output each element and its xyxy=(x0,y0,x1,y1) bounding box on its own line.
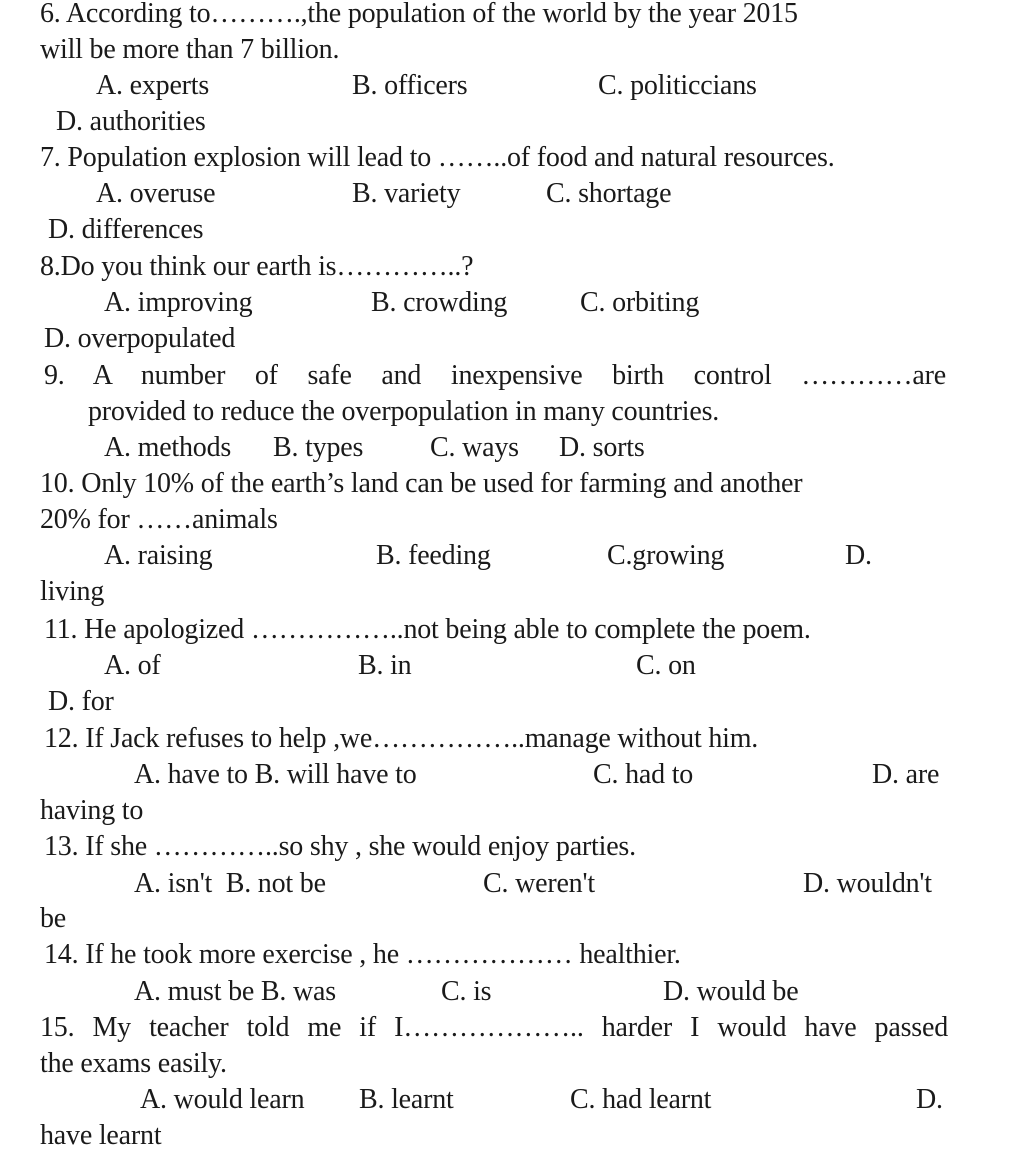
question-15-option-a: A. would learn xyxy=(140,1084,305,1115)
question-12-option-a-b: A. have to B. will have to xyxy=(134,759,417,790)
question-8-option-d: D. overpopulated xyxy=(44,323,236,354)
question-10-option-a: A. raising xyxy=(104,540,213,571)
question-9-option-b: B. types xyxy=(273,432,364,463)
question-9-stem-line-2: provided to reduce the overpopulation in many countries. xyxy=(88,396,720,427)
question-6-stem-line-1: 6. According to……….,the population of the world by the year 2015 xyxy=(40,0,798,29)
question-11-option-b: B. in xyxy=(358,650,412,681)
question-9-stem-line-1: 9. A number of safe and inexpensive birth control …………are xyxy=(44,360,946,391)
question-10-stem-line-2: 20% for ……animals xyxy=(40,504,278,535)
question-15-option-d: D. xyxy=(916,1084,943,1115)
question-10-option-d-text: living xyxy=(40,576,105,607)
question-13-option-c: C. weren't xyxy=(483,868,595,899)
question-10-option-d: D. xyxy=(845,540,872,571)
question-8-option-b: B. crowding xyxy=(371,287,508,318)
question-14-stem-line-1: 14. If he took more exercise , he ……………… healthier. xyxy=(44,939,681,970)
question-9-option-a: A. methods xyxy=(104,432,232,463)
question-7-stem-line-1: 7. Population explosion will lead to ……..of food and natural resources. xyxy=(40,142,835,173)
question-10-stem-line-1: 10. Only 10% of the earth’s land can be used for farming and another xyxy=(40,468,803,499)
question-7-option-a: A. overuse xyxy=(96,178,216,209)
question-11-option-a: A. of xyxy=(104,650,161,681)
question-10-option-c: C.growing xyxy=(607,540,725,571)
question-7-option-c: C. shortage xyxy=(546,178,672,209)
question-15-option-b: B. learnt xyxy=(359,1084,454,1115)
question-15-option-d-text: have learnt xyxy=(40,1120,162,1151)
question-13-option-d-text: be xyxy=(40,903,67,934)
question-6-option-c: C. politiccians xyxy=(598,70,757,101)
question-15-stem-line-2: the exams easily. xyxy=(40,1048,227,1079)
question-12-option-d: D. are xyxy=(872,759,940,790)
question-6-stem-line-2: will be more than 7 billion. xyxy=(40,34,340,65)
question-12-stem-line-1: 12. If Jack refuses to help ,we……………..manage without him. xyxy=(44,723,759,754)
question-11-stem-line-1: 11. He apologized ……………..not being able to complete the poem. xyxy=(44,614,811,645)
question-12-option-c: C. had to xyxy=(593,759,694,790)
question-6-option-a: A. experts xyxy=(96,70,210,101)
question-8-option-c: C. orbiting xyxy=(580,287,700,318)
question-13-option-d: D. wouldn't xyxy=(803,868,932,899)
question-8-option-a: A. improving xyxy=(104,287,253,318)
question-11-option-c: C. on xyxy=(636,650,696,681)
question-6-option-d: D. authorities xyxy=(56,106,206,137)
question-14-option-a-b: A. must be B. was xyxy=(134,976,336,1007)
question-13-stem-line-1: 13. If she …………..so shy , she would enjoy parties. xyxy=(44,831,636,862)
question-7-option-b: B. variety xyxy=(352,178,461,209)
question-7-option-d: D. differences xyxy=(48,214,204,245)
question-10-option-b: B. feeding xyxy=(376,540,491,571)
question-14-option-d: D. would be xyxy=(663,976,799,1007)
question-14-option-c: C. is xyxy=(441,976,492,1007)
question-13-option-a-b: A. isn't B. not be xyxy=(134,868,326,899)
question-9-option-d: D. sorts xyxy=(559,432,645,463)
question-15-stem-line-1: 15. My teacher told me if I……………….. harder I would have passed xyxy=(40,1012,948,1043)
question-12-option-d-text: having to xyxy=(40,795,144,826)
question-8-stem-line-1: 8.Do you think our earth is…………..? xyxy=(40,251,474,282)
question-9-option-c: C. ways xyxy=(430,432,519,463)
question-15-option-c: C. had learnt xyxy=(570,1084,712,1115)
question-6-option-b: B. officers xyxy=(352,70,468,101)
question-11-option-d: D. for xyxy=(48,686,114,717)
